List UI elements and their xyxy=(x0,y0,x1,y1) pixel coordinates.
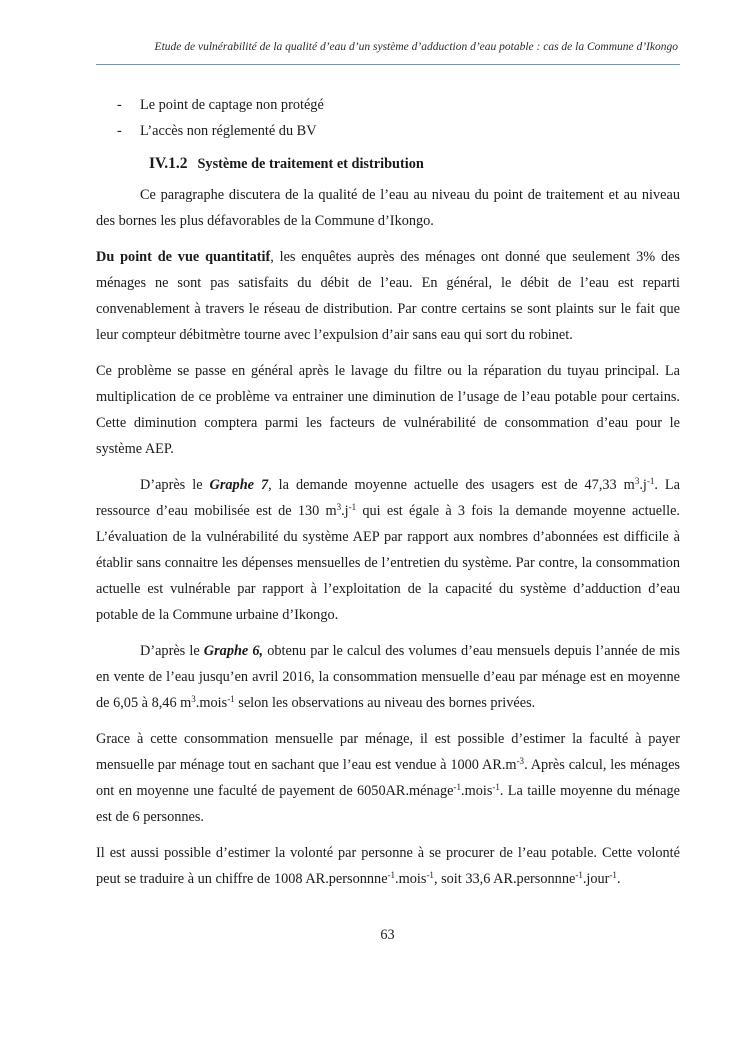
list-item-text: Le point de captage non protégé xyxy=(140,97,324,113)
paragraph-quantitative xyxy=(96,244,680,348)
superscript: -1 xyxy=(387,870,396,880)
superscript: 3 xyxy=(634,476,640,486)
superscript: 3 xyxy=(191,694,196,704)
text-run: .j xyxy=(639,477,647,493)
list-item xyxy=(96,118,680,144)
text-run: .mois xyxy=(461,783,493,799)
bold-lead: Du point de vue quantitatif xyxy=(96,249,271,265)
text-run: . La ressource d’eau mobilisée est de 130 m xyxy=(96,477,680,519)
list-item xyxy=(96,92,680,118)
list-item-text: L’accès non réglementé du BV xyxy=(140,123,317,139)
text-run: Grace à cette consommation mensuelle par ménage, il est possible d’estimer la faculté à payer mensuelle par ménage tout en sachant que l’eau est vendue à 1000 AR.m xyxy=(96,731,680,773)
superscript: -1 xyxy=(227,694,235,704)
superscript: -1 xyxy=(348,502,357,512)
text-run: . Après calcul, les ménages ont en moyenne une faculté de payement de 6050AR.ménage xyxy=(96,757,680,799)
text-run: D’après le xyxy=(140,643,204,659)
superscript: -1 xyxy=(609,870,617,880)
section-title: Système de traitement et distribution xyxy=(197,156,424,172)
text-run: D’après le xyxy=(140,477,210,493)
superscript: -3 xyxy=(516,756,525,766)
text-run: .mois xyxy=(395,871,427,887)
running-header: Etude de vulnérabilité de la qualité d’eau d’un système d’adduction d’eau potable : cas de la Commune d’Ikongo xyxy=(154,41,678,53)
superscript: -1 xyxy=(426,870,434,880)
text-run: .j xyxy=(341,503,349,519)
text-run: qui est égale à 3 fois la demande moyenne actuelle. L’évaluation de la vulnérabilité du système AEP par rapport aux nombres d’abonnées est difficile à établir sans connaitre les dépenses mensuelles de l’entretien du système. Par contre, la consommation actuelle est vulnérable par rapport à l’exploitation de la capacité du système d’adduction d’eau potable de la Commune urbaine d’Ikongo. xyxy=(96,503,680,623)
page-number: 63 xyxy=(380,927,395,943)
section-heading xyxy=(96,148,680,180)
paragraph-intro: Ce paragraphe discutera de la qualité de l’eau au niveau du point de traitement et au niveau des bornes les plus défavorables de la Commune d’Ikongo. xyxy=(96,187,680,229)
paragraph-text: , les enquêtes auprès des ménages ont donné que seulement 3% des ménages ne sont pas satisfaits du débit de l’eau. En général, le débit de l’eau est reparti convenablement à travers le réseau de distribution. Par contre certains se sont plaints sur le fait que leur compteur débitmètre tourne avec l’expulsion d’air sans eau qui sort du robinet. xyxy=(96,249,680,343)
section-number: IV.1.2 xyxy=(149,155,188,172)
text-run: Il est aussi possible d’estimer la volonté par personne à se procurer de l’eau potable. Cette volonté peut se traduire à un chiffre de 1008 AR.personnne xyxy=(96,845,680,887)
bullet-list xyxy=(96,92,680,144)
graph-reference: Graphe 7 xyxy=(209,477,269,493)
text-run: , soit 33,6 AR.personnne xyxy=(433,871,576,887)
paragraph-graph-6 xyxy=(96,638,680,716)
text-run: . La taille moyenne du ménage est de 6 personnes. xyxy=(96,783,680,825)
text-run: . xyxy=(616,871,621,887)
superscript: -1 xyxy=(453,782,461,792)
superscript: -1 xyxy=(492,782,500,792)
text-run: obtenu par le calcul des volumes d’eau mensuels depuis l’année de mis en vente de l’eau jusqu’en avril 2016, la consommation mensuelle d’eau par ménage est en moyenne de 6,05 à 8,46 m xyxy=(96,643,680,711)
page-body xyxy=(96,92,680,892)
text-run: , la demande moyenne actuelle des usagers est de 47,33 m xyxy=(268,477,635,493)
bullet-marker: - xyxy=(117,123,122,139)
bullet-marker: - xyxy=(117,97,122,113)
superscript: -1 xyxy=(575,870,583,880)
text-run: .mois xyxy=(195,695,228,711)
superscript: -1 xyxy=(646,476,655,486)
header-divider xyxy=(96,64,680,65)
graph-reference: Graphe 6, xyxy=(203,643,264,659)
paragraph-willingness xyxy=(96,840,680,892)
text-run: selon les observations au niveau des bornes privées. xyxy=(234,695,536,711)
paragraph-graph-7 xyxy=(96,472,680,628)
text-run: .jour xyxy=(582,871,610,887)
superscript: 3 xyxy=(336,502,342,512)
paragraph-payment-capacity xyxy=(96,726,680,830)
paragraph-problem: Ce problème se passe en général après le lavage du filtre ou la réparation du tuyau principal. La multiplication de ce problème va entrainer une diminution de l’usage de l’eau potable pour certains. Cette diminution comptera parmi les facteurs de vulnérabilité de consommation d’eau pour le système AEP. xyxy=(96,363,680,457)
